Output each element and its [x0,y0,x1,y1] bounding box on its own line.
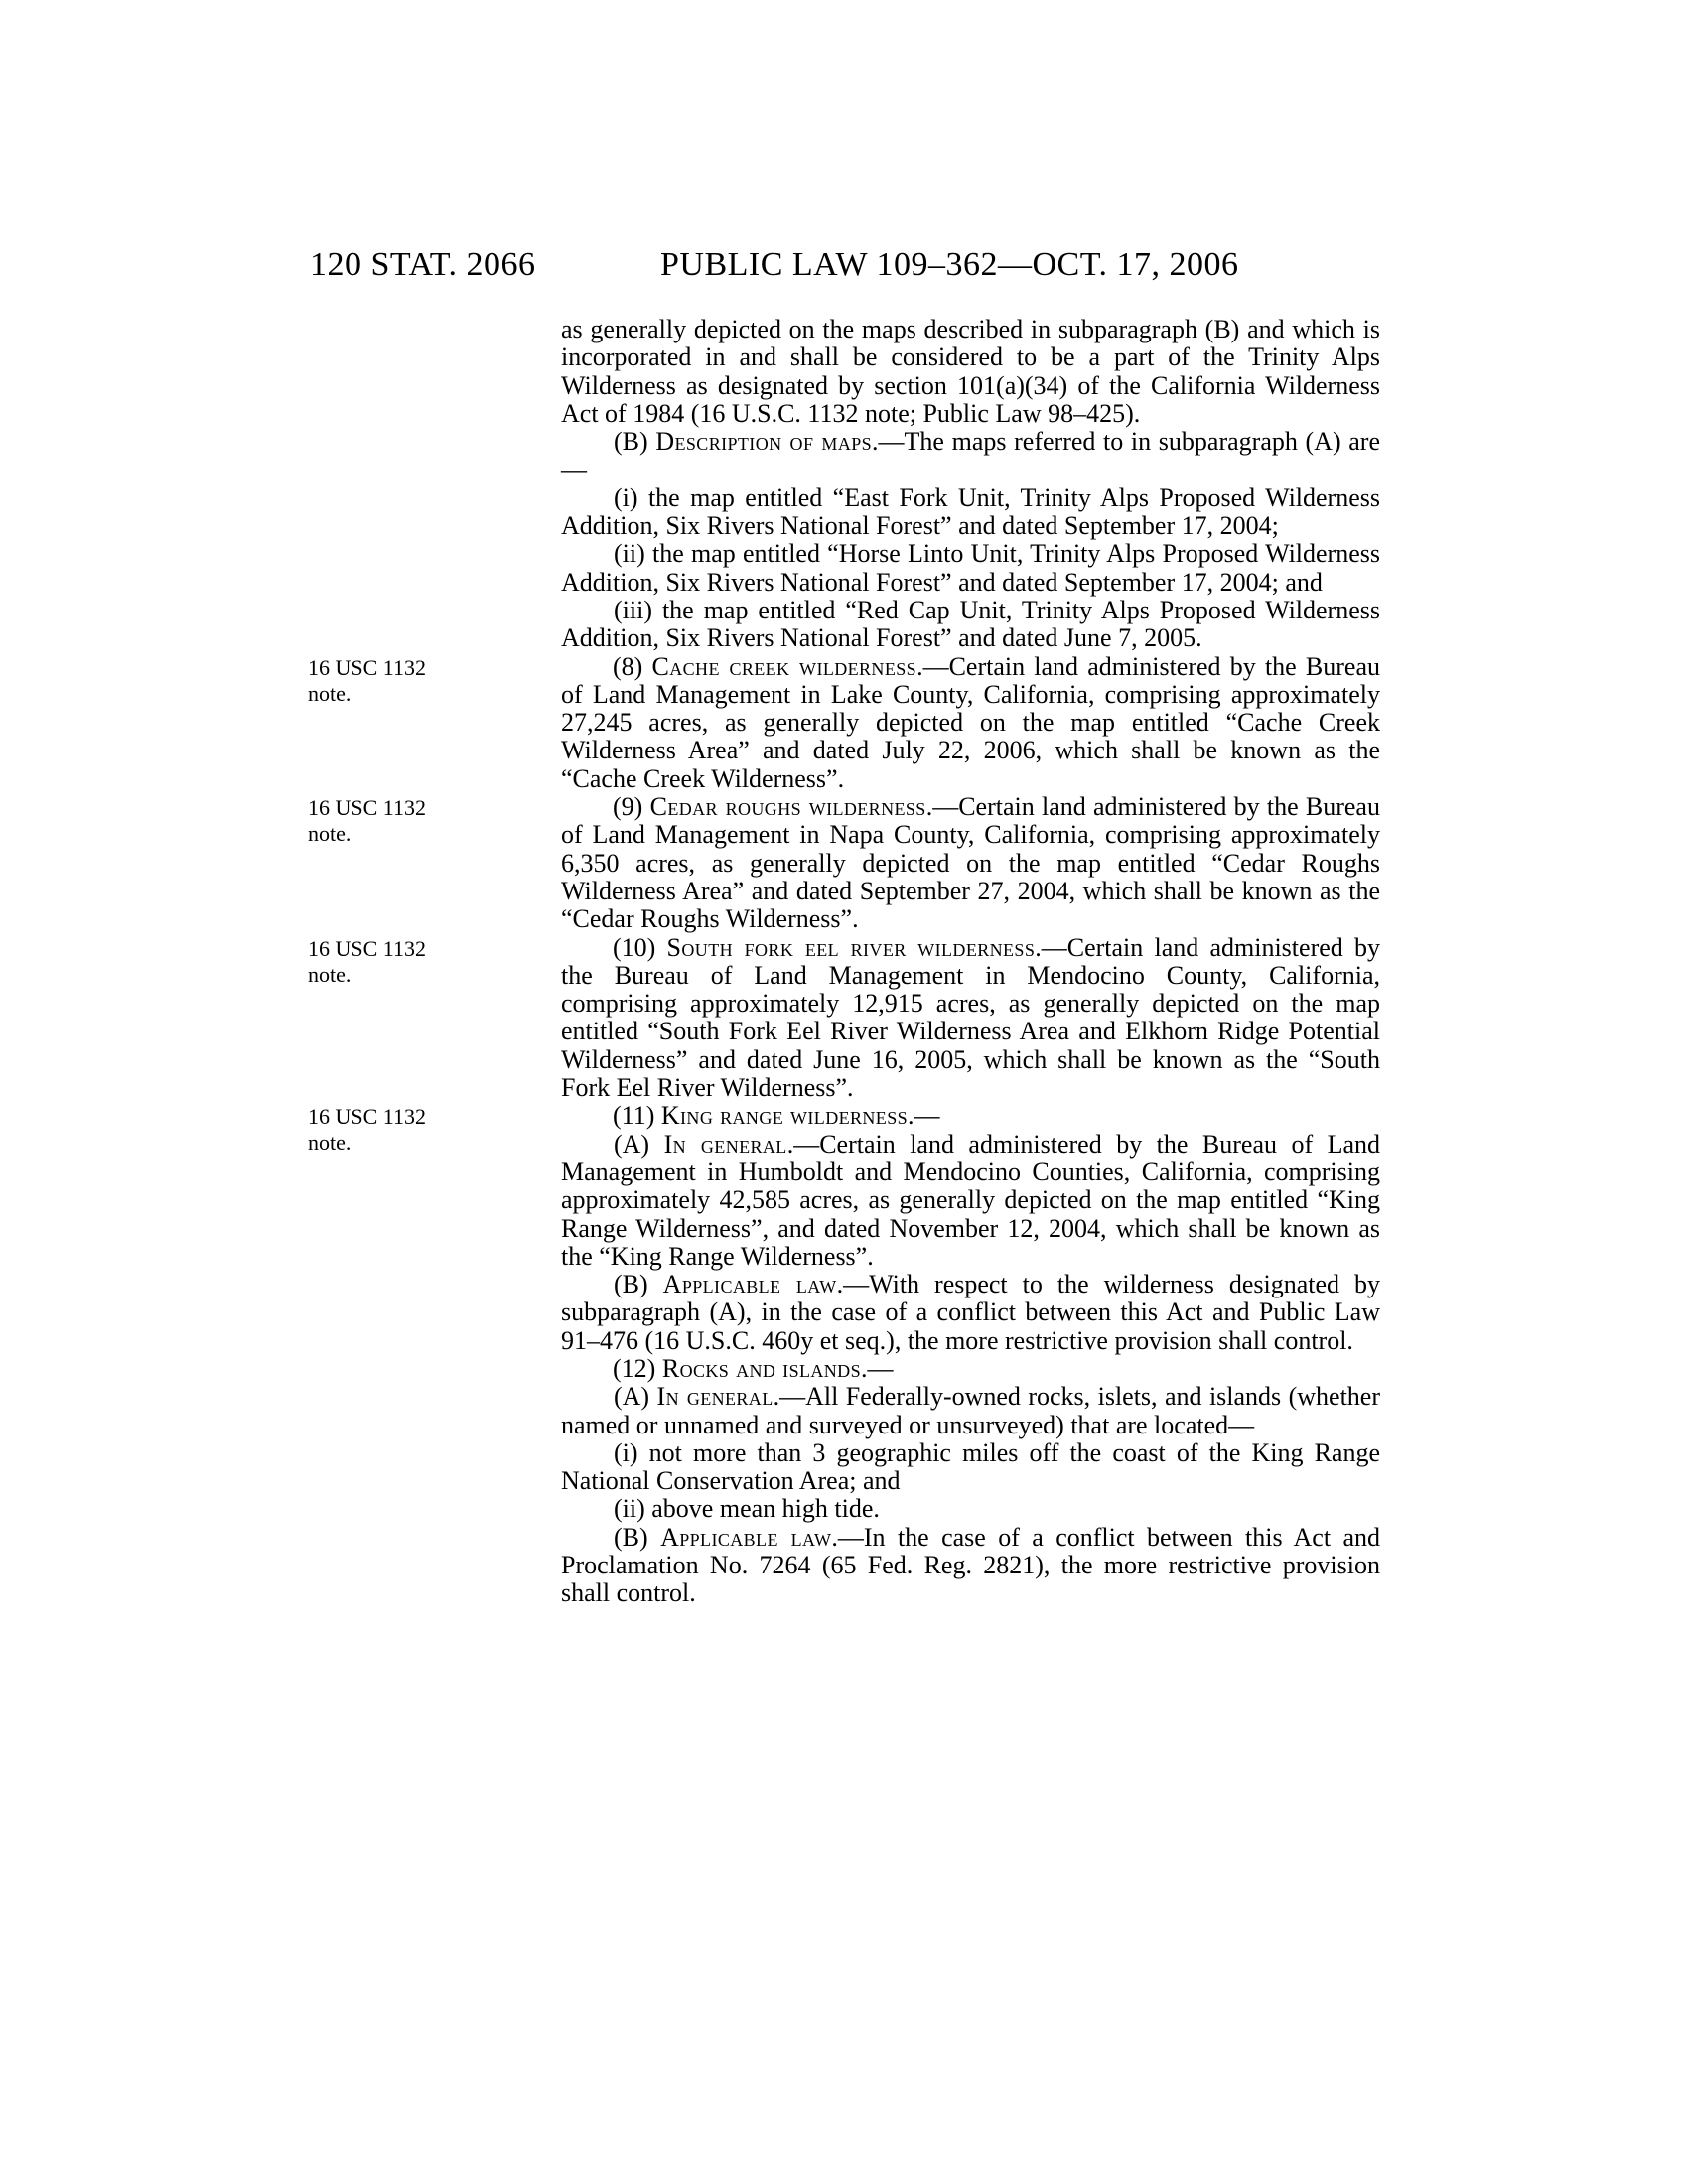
page-number-stat: 120 STAT. 2066 [310,246,536,283]
statute-paragraph [561,316,1380,428]
statute-paragraph [561,1131,1380,1271]
text-run: .— [908,1101,940,1131]
text-run: (B) [614,1270,663,1299]
text-run: (A) [614,1382,657,1412]
text-run: (iii) the map entitled “Red Cap Unit, Trinity Alps Proposed Wilderness Addition, Six Rivers National Forest” and dated June 7, 2005. [561,595,1380,653]
statute-paragraph [561,1102,1380,1130]
statute-paragraph [561,1439,1380,1496]
text-run: (B) [614,1522,661,1552]
small-caps-heading-run: Applicable law [662,1270,837,1299]
text-run: (12) [613,1353,662,1383]
text-run: (8) [613,651,652,681]
public-law-running-head: PUBLIC LAW 109–362—OCT. 17, 2006 [660,246,1239,283]
statute-paragraph [561,597,1380,653]
small-caps-heading-run: Rocks and islands [661,1353,861,1383]
statute-paragraph [561,428,1380,484]
text-run: .—Certain land administered by the Bureau of Land Management in Lake County, California, comprising approximately 27,245 acres, as generally depicted on the map entitled “Cache Creek Wilderness Area” and dated July 22, 2006, which shall be known as the “Cache Creek Wilderness”. [561,651,1380,793]
small-caps-heading-run: In general [656,1382,774,1412]
small-caps-heading-run: King range wilderness [660,1101,909,1131]
text-run: .—The maps referred to in subparagraph (A) are— [561,427,1380,484]
text-run: (i) not more than 3 geographic miles off the coast of the King Range National Conservation Area; and [561,1437,1380,1496]
statute-paragraph [561,1271,1380,1355]
statute-paragraph [561,793,1380,933]
statute-paragraph [561,934,1380,1103]
text-run: (9) [613,792,650,822]
small-caps-heading-run: Applicable law [660,1522,832,1552]
text-run: (ii) above mean high tide. [614,1494,880,1524]
text-run: .—In the case of a conflict between this Act and Proclamation No. 7264 (65 Fed. Reg. 2821), the more restrictive provision shall control. [561,1522,1380,1608]
usc-margin-note: 16 USC 1132 note. [308,936,426,987]
usc-margin-note: 16 USC 1132 note. [308,1104,426,1155]
text-run: .—With respect to the wilderness designated by subparagraph (A), in the case of a conflict between this Act and Public Law 91–476 (16 U.S.C. 460y et seq.), the more restrictive provision shall control. [561,1270,1380,1355]
statute-paragraph [561,1355,1380,1383]
text-run: (11) [613,1101,661,1131]
small-caps-heading-run: In general [663,1129,787,1159]
text-run: .—Certain land administered by the Bureau of Land Management in Humboldt and Mendocino Counties, California, comprising approximately 42,585 acres, as generally depicted on the map entitled “King Range Wilderness”, and dated November 12, 2004, which shall be known as the “King Range Wilderness”. [561,1129,1381,1271]
text-run: .—Certain land administered by the Bureau of Land Management in Napa County, California, comprising approximately 6,350 acres, as generally depicted on the map entitled “Cedar Roughs Wilderness Area” and dated September 27, 2004, which shall be known as the “Cedar Roughs Wilderness”. [561,792,1380,934]
statute-paragraph [561,540,1380,597]
usc-margin-note: 16 USC 1132 note. [308,655,426,706]
statute-paragraph [561,1495,1380,1523]
text-run: (i) the map entitled “East Fork Unit, Trinity Alps Proposed Wilderness Addition, Six Rivers National Forest” and dated September 17, 2004; [561,482,1380,541]
text-run: .—Certain land administered by the Bureau of Land Management in Mendocino County, California, comprising approximately 12,915 acres, as generally depicted on the map entitled “South Fork Eel River Wilderness Area and Elkhorn Ridge Potential Wilderness” and dated June 16, 2005, which shall be known as the “South Fork Eel River Wilderness”. [561,932,1380,1103]
text-run: (B) [614,427,656,457]
statute-body [561,316,1380,1608]
text-run: (10) [613,932,667,962]
usc-margin-note: 16 USC 1132 note. [308,795,426,846]
text-run: (ii) the map entitled “Horse Linto Unit, Trinity Alps Proposed Wilderness Addition, Six Rivers National Forest” and dated September 17, 2004; and [561,539,1380,597]
small-caps-heading-run: Cedar roughs wilderness [649,792,926,822]
small-caps-heading-run: Cache creek wilderness [651,651,917,681]
statute-paragraph [561,484,1380,541]
small-caps-heading-run: South fork eel river wilderness [666,932,1036,962]
statute-paragraph [561,1524,1380,1608]
text-run: as generally depicted on the maps described in subparagraph (B) and which is incorporated in and shall be considered to be a part of the Trinity Alps Wilderness as designated by section 101(a)(34) of the California Wilderness Act of 1984 (16 U.S.C. 1132 note; Public Law 98–425). [561,315,1380,428]
small-caps-heading-run: Description of maps [655,427,873,457]
text-run: .— [861,1353,894,1383]
text-run: (A) [614,1129,664,1159]
text-run: .—All Federally-owned rocks, islets, and islands (whether named or unnamed and surveyed or unsurveyed) that are located— [561,1382,1380,1439]
statute-paragraph [561,1383,1380,1439]
statute-paragraph [561,653,1380,793]
